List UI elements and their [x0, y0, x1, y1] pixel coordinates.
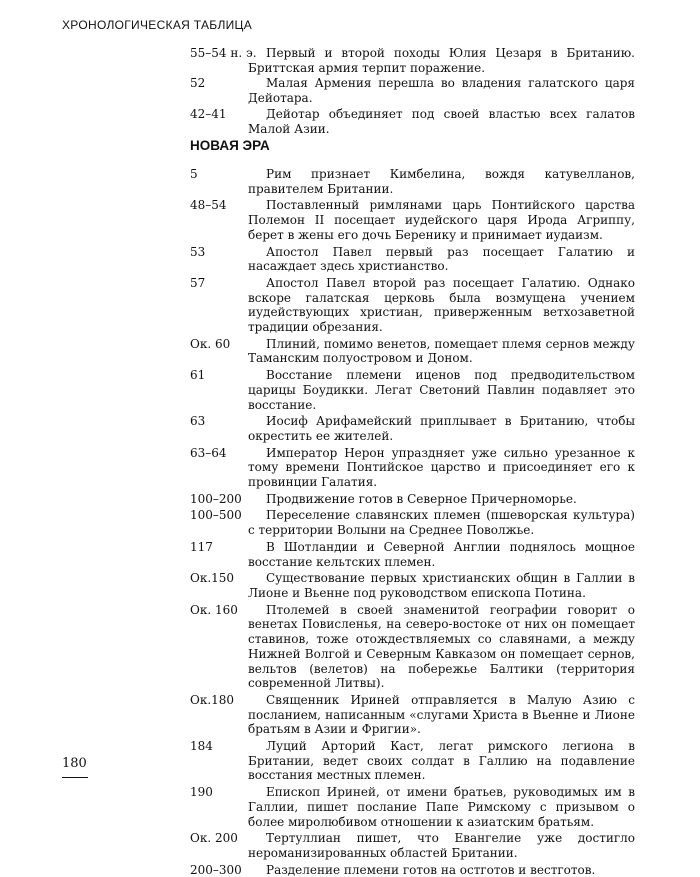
entry-date: 48–54	[190, 198, 227, 213]
entry-text: Переселение славянских племен (пшеворская культура) с территории Волыни на Среднее Поволжье.	[248, 508, 635, 538]
chronology-entry	[190, 508, 635, 537]
entry-text: Продвижение готов в Северное Причерноморье.	[266, 491, 577, 506]
entry-text: Священник Ириней отправляется в Малую Азию с посланием, написанным «слугами Христа в Вьенне и Лионе братьям в Азии и Фригии».	[248, 692, 635, 737]
entry-date: Ок.150	[190, 571, 235, 586]
entry-date: 5	[190, 167, 198, 181]
entry-date: 100–500	[190, 508, 242, 523]
chronology-entry	[190, 739, 635, 783]
pre-era-chronology	[190, 46, 635, 136]
chronology-entry	[190, 693, 635, 737]
entry-text: Разделение племени готов на остготов и вестготов.	[266, 862, 596, 877]
entry-date: 200–300	[190, 862, 242, 877]
entry-text: Малая Армения перешла во владения галатского царя Дейотара.	[248, 76, 635, 106]
entry-date: 190	[190, 785, 213, 800]
entry-text: Луций Арторий Каст, легат римского легиона в Британии, ведет своих солдат в Галлию на подавление восстания местных племен.	[248, 739, 635, 783]
entry-date: 100–200	[190, 491, 242, 506]
page-number: 180	[62, 756, 88, 778]
entry-date: 55–54 н. э.	[190, 46, 257, 60]
entry-date: 117	[190, 539, 213, 554]
entry-date: 57	[190, 275, 206, 290]
chronology-entry	[190, 446, 635, 490]
chronology-entry	[190, 571, 635, 600]
entry-text: Иосиф Арифамейский приплывает в Британию, чтобы окрестить ее жителей.	[248, 414, 635, 443]
chronology-entry	[190, 276, 635, 335]
chronology-entry	[190, 245, 635, 274]
running-head: ХРОНОЛОГИЧЕСКАЯ ТАБЛИЦА	[62, 18, 253, 32]
entry-text: Император Нерон упраздняет уже сильно урезанное к тому времени Понтийское царство и присоединяет его к провинции Галатия.	[248, 445, 635, 490]
entry-text: Поставленный римлянами царь Понтийского царства Полемон II посещает иудейского царя Ирода Агриппу, берет в жены его дочь Беренику и принимает иудаизм.	[248, 198, 635, 242]
chronology-entry	[190, 603, 635, 691]
entry-date: 42–41	[190, 106, 227, 121]
entry-text: Тертуллиан пишет, что Евангелие уже достигло нероманизированных областей Британии.	[248, 831, 635, 860]
chronology-entry	[190, 198, 635, 242]
new-era-chronology	[190, 138, 635, 877]
chronology-entry	[190, 46, 635, 75]
entry-text: Апостол Павел второй раз посещает Галатию. Однако вскоре галатская церковь была возмущена учением иудействующих христиан, приверженным ветхозаветной традиции обрезания.	[248, 275, 635, 335]
chronology-entry	[190, 368, 635, 412]
entry-date: Ок.180	[190, 692, 235, 707]
entry-text: Птолемей в своей знаменитой географии говорит о венетах Повисленья, на северо-востоке от них он помещает ставинов, тоже отождествляемых со славянами, а между Нижней Волгой и Северным Кавказом он помещает сернов, вельтов (велетов) на побережье Балтики (территория современной Литвы).	[248, 602, 635, 691]
chronology-entry	[190, 540, 635, 569]
chronology-entry	[190, 863, 635, 877]
chronology-entry	[190, 414, 635, 443]
entry-text: Существование первых христианских общин в Галлии в Лионе и Вьенне под руководством епископа Потина.	[248, 571, 635, 600]
entry-date: 63	[190, 414, 206, 429]
chronology-entry	[190, 492, 635, 507]
entry-text: Апостол Павел первый раз посещает Галатию и насаждает здесь христианство.	[248, 244, 635, 274]
entry-date: 52	[190, 76, 206, 91]
entry-date: 61	[190, 368, 206, 383]
chronology-entry	[190, 167, 635, 196]
chronology-entry	[190, 831, 635, 860]
entry-date: 63–64	[190, 445, 227, 460]
chronology-entry	[190, 337, 635, 366]
entry-date: 53	[190, 244, 206, 259]
entry-text: Епископ Ириней, от имени братьев, руководимых им в Галлии, пишет послание Папе Римскому с призывом о более миролюбивом отношении к азиатским братьям.	[248, 785, 635, 829]
entry-text: В Шотландии и Северной Англии поднялось мощное восстание кельтских племен.	[248, 539, 635, 569]
entry-date: Ок. 160	[190, 602, 238, 617]
entry-date: Ок. 200	[190, 831, 238, 846]
entry-text: Дейотар объединяет под своей властью всех галатов Малой Азии.	[248, 106, 635, 136]
entry-text: Восстание племени иценов под предводительством царицы Боудикки. Легат Светоний Павлин подавляет это восстание.	[248, 368, 635, 412]
entries-list	[190, 167, 635, 877]
entry-date: 184	[190, 739, 213, 754]
chronology-entry	[190, 76, 635, 105]
entry-text: Плиний, помимо венетов, помещает племя сернов между Таманским полуостровом и Доном.	[248, 336, 635, 366]
chronology-entry	[190, 107, 635, 136]
entry-text: Первый и второй походы Юлия Цезаря в Британию. Бриттская армия терпит поражение.	[248, 46, 635, 75]
section-title: НОВАЯ ЭРА	[190, 138, 270, 153]
entry-text: Рим признает Кимбелина, вождя катувелланов, правителем Британии.	[248, 167, 635, 196]
chronology-entry	[190, 785, 635, 829]
entry-date: Ок. 60	[190, 336, 231, 351]
